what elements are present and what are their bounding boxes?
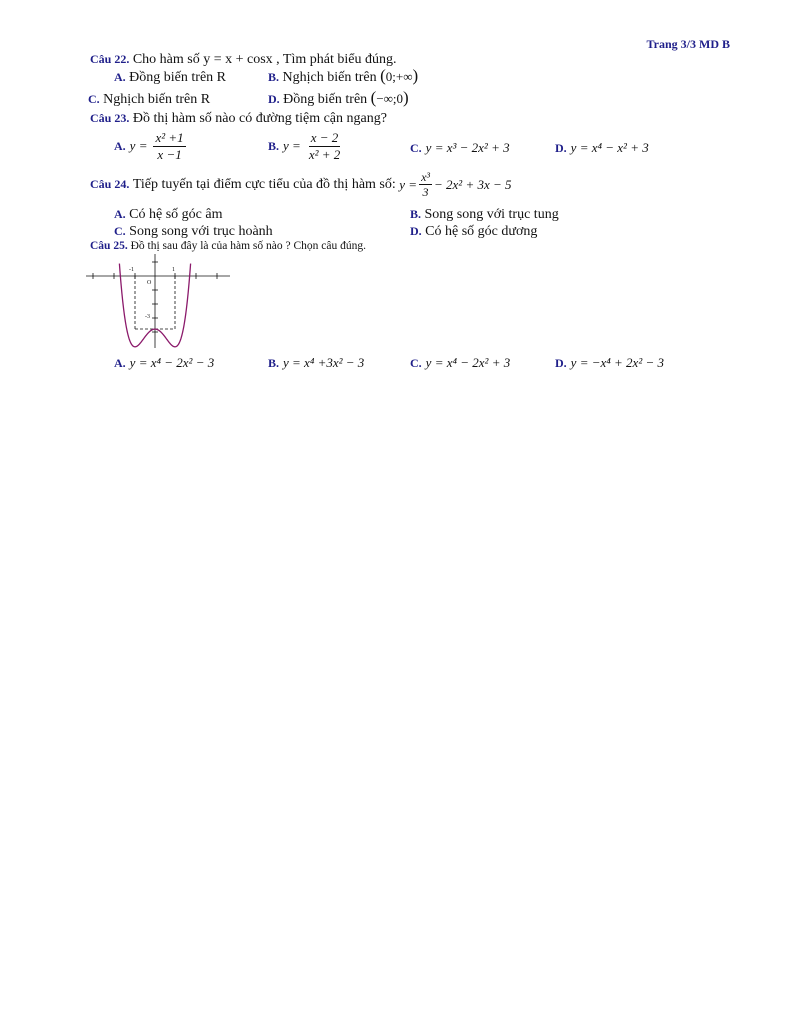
- q24-option-b-text: Song song với trục tung: [424, 207, 559, 222]
- q22-option-a-text: Đồng biến trên R: [129, 70, 226, 85]
- q22-option-c[interactable]: [88, 92, 210, 108]
- question-24-number: Câu 24.: [90, 177, 130, 192]
- page-label: Trang 3/3 MD B: [646, 37, 730, 51]
- question-23-number: Câu 23.: [90, 111, 130, 125]
- q23-option-c-label: C.: [410, 141, 422, 155]
- q23-option-b[interactable]: [268, 130, 344, 162]
- q25-option-d-label: D.: [555, 356, 567, 370]
- q24-option-c[interactable]: [114, 224, 273, 240]
- question-24-frac-num: x³: [421, 170, 430, 184]
- q23-option-b-label: B.: [268, 138, 280, 153]
- q23-option-d-label: D.: [555, 141, 567, 155]
- q23-option-d-expr: y = x⁴ − x² + 3: [570, 140, 649, 155]
- q24-option-c-label: C.: [114, 224, 126, 238]
- q22-option-b-label: B.: [268, 70, 280, 84]
- q23-option-a-denominator: x −1: [157, 146, 182, 162]
- question-24: [90, 170, 512, 200]
- question-22-text: Cho hàm số y = x + cosx , Tìm phát biểu đúng.: [132, 52, 397, 67]
- q24-option-c-text: Song song với trục hoành: [129, 224, 273, 239]
- question-24-lhs: y =: [399, 176, 418, 192]
- min-value-label: -3: [145, 314, 150, 320]
- q25-option-c-label: C.: [410, 356, 422, 370]
- question-23: [90, 111, 387, 127]
- q23-option-b-fraction: [307, 130, 342, 162]
- q25-option-d-expr: y = −x⁴ + 2x² − 3: [570, 355, 664, 370]
- q24-option-d-label: D.: [410, 224, 422, 238]
- q24-option-d[interactable]: [410, 224, 537, 240]
- q22-option-c-text: Nghịch biến trên R: [103, 92, 211, 107]
- question-22-number: Câu 22.: [90, 52, 130, 66]
- q23-option-a-label: A.: [114, 138, 126, 153]
- q22-option-c-label: C.: [88, 92, 100, 106]
- question-25-text: Đồ thị sau đây là của hàm số nào ? Chọn câu đúng.: [130, 240, 366, 252]
- q25-option-b-expr: y = x⁴ +3x² − 3: [283, 355, 365, 370]
- q22-option-a[interactable]: [114, 70, 226, 86]
- q23-option-b-denominator: x² + 2: [308, 146, 341, 162]
- q25-graph: [84, 252, 234, 352]
- tick-label-1: 1: [172, 267, 175, 273]
- question-24-fraction: [419, 170, 432, 200]
- tick-label-neg1: -1: [129, 267, 134, 273]
- q25-option-d[interactable]: [555, 354, 664, 372]
- q23-option-a-numerator: x² +1: [155, 130, 184, 145]
- q25-option-b[interactable]: [268, 354, 364, 372]
- q25-option-a-label: A.: [114, 356, 126, 370]
- q23-option-a[interactable]: [114, 130, 188, 162]
- q25-option-a-expr: y = x⁴ − 2x² − 3: [129, 355, 215, 370]
- q24-option-a-text: Có hệ số góc âm: [129, 207, 223, 222]
- q22-option-a-label: A.: [114, 70, 126, 84]
- q25-option-b-label: B.: [268, 356, 280, 370]
- q23-option-c-expr: y = x³ − 2x² + 3: [425, 140, 510, 155]
- question-24-text: Tiếp tuyến tại điểm cực tiểu của đồ thị hàm số:: [132, 176, 396, 192]
- q22-option-b[interactable]: B. Nghịch biến trên (0;+∞): [268, 66, 419, 85]
- q22-option-b-interval: 0;+∞: [385, 69, 413, 84]
- q22-option-b-text: Nghịch biến trên: [282, 70, 377, 85]
- q22-option-d-interval: −∞;0: [376, 91, 404, 106]
- q25-option-c[interactable]: [410, 354, 510, 372]
- question-25: [90, 240, 366, 252]
- question-24-rest: − 2x² + 3x − 5: [434, 176, 512, 192]
- q23-option-a-fraction: [153, 130, 185, 162]
- question-25-number: Câu 25.: [90, 240, 128, 252]
- question-24-frac-den: 3: [422, 185, 429, 200]
- q22-option-d-text: Đồng biến trên: [283, 92, 368, 107]
- q23-option-b-lhs: y =: [283, 137, 301, 153]
- question-23-text: Đồ thị hàm số nào có đường tiệm cận ngang?: [132, 111, 387, 126]
- q24-option-a-label: A.: [114, 207, 126, 221]
- origin-label: O: [147, 280, 152, 286]
- q25-option-a[interactable]: [114, 354, 214, 372]
- q24-option-b-label: B.: [410, 207, 422, 221]
- q22-option-d-label: D.: [268, 92, 280, 106]
- q24-option-d-text: Có hệ số góc dương: [425, 224, 538, 239]
- q24-option-a[interactable]: [114, 207, 223, 223]
- q23-option-d[interactable]: [555, 139, 649, 157]
- q24-option-b[interactable]: [410, 207, 559, 223]
- q23-option-b-numerator: x − 2: [310, 130, 339, 145]
- q25-option-c-expr: y = x⁴ − 2x² + 3: [425, 355, 511, 370]
- q23-option-a-lhs: y =: [129, 137, 148, 153]
- q23-option-c[interactable]: [410, 139, 510, 157]
- q22-option-d[interactable]: D. Đồng biến trên (−∞;0): [268, 88, 409, 107]
